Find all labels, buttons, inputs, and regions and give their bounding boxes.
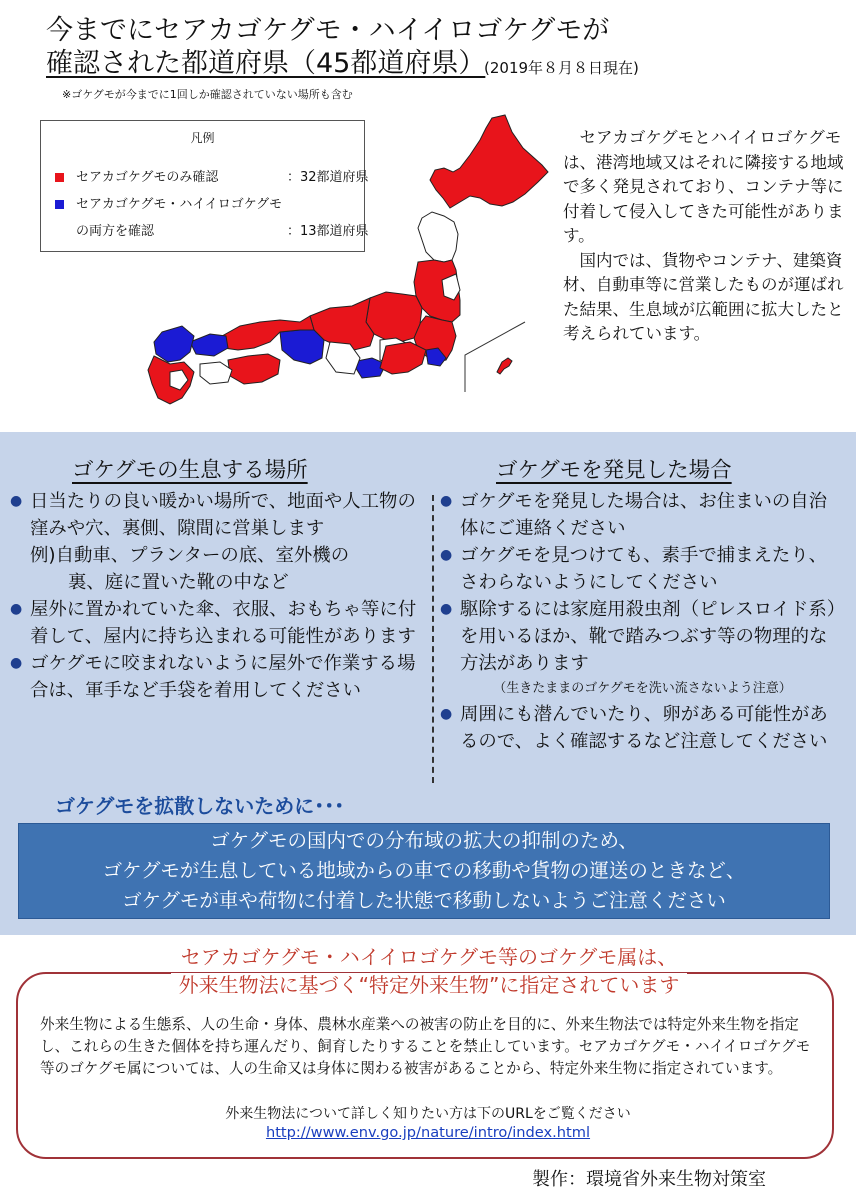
intro-paragraph-2: 国内では、貨物やコンテナ、建築資材、自動車等に営業したものが運ばれた結果、生息域が広範囲に拡大したと考えられています。 bbox=[563, 250, 844, 343]
legend-count: ：13都道府県 bbox=[287, 224, 369, 239]
list-item: ● 日当たりの良い暖かい場所で、地面や人工物の窪みや穴、裏側、隙間に営巣します bbox=[10, 488, 418, 542]
callout-line: ゴケグモの国内での分布域の拡大の抑制のため、 bbox=[210, 829, 638, 852]
found-heading: ゴケグモを発見した場合 bbox=[496, 458, 732, 483]
law-heading-line1: セアカゴケグモ・ハイイロゴケグモ等のゴケグモ属は、 bbox=[173, 945, 685, 969]
chubu-north-region bbox=[366, 292, 422, 342]
page-title-line1: 今までにセアカゴケグモ・ハイイロゴケグモが bbox=[46, 15, 610, 46]
list-item-note: （生きたままのゴケグモを洗い流さないよう注意） bbox=[493, 681, 792, 696]
legend-count: ：32都道府県 bbox=[287, 170, 369, 185]
kyushu-north-region bbox=[154, 326, 194, 362]
callout-box bbox=[18, 823, 830, 919]
chugoku-coast-region bbox=[190, 334, 228, 356]
law-body-text: 外来生物による生態系、人の生命・身体、農林水産業への被害の防止を目的に、外来生物法では特定外来生物を指定し、これらの生きた個体を持ち運んだり、飼育したりすることを禁止しています。セアカゴケグモ・ハイイロゴケグモ等のゴケグモ属については、人の生命又は身体に関わる被害があることから、特定外来生物に指定されています。 bbox=[40, 1016, 811, 1077]
list-item: ● ゴケグモを見つけても、素手で捕まえたり、さわらないようにしてください bbox=[440, 542, 845, 596]
found-list bbox=[440, 488, 845, 755]
legend-title: 凡例 bbox=[190, 131, 215, 145]
legend-label: セアカゴケグモのみ確認 bbox=[76, 170, 219, 185]
shikoku-west-region bbox=[200, 362, 232, 384]
okinawa-inset-frame bbox=[465, 322, 525, 392]
blue-swatch-icon bbox=[55, 200, 64, 209]
okinawa-region bbox=[497, 358, 512, 374]
hokkaido-region bbox=[430, 115, 548, 208]
list-item-example-cont: 裏、庭に置いた靴の中など bbox=[68, 572, 289, 593]
column-divider bbox=[432, 495, 434, 783]
habitat-list bbox=[10, 488, 418, 704]
list-item: ● ゴケグモに咬まれないように屋外で作業する場合は、軍手など手袋を着用してください bbox=[10, 650, 418, 704]
list-item-example: 例)自動車、プランターの底、室外機の bbox=[30, 545, 350, 566]
credit-text: 製作：環境省外来生物対策室 bbox=[532, 1169, 766, 1190]
url-link-row bbox=[40, 1124, 816, 1141]
tokai-region bbox=[380, 342, 426, 374]
date-stamp: (2019年８月８日現在) bbox=[484, 59, 639, 77]
habitat-heading: ゴケグモの生息する場所 bbox=[72, 458, 308, 483]
japan-distribution-map bbox=[130, 110, 550, 415]
legend-label: セアカゴケグモ・ハイイロゴケグモ bbox=[76, 197, 283, 212]
law-heading-line2: 外来生物法に基づく“特定外来生物”に指定されています bbox=[171, 973, 688, 997]
law-heading bbox=[40, 943, 818, 999]
list-item: ● 周囲にも潜んでいたり、卵がある可能性があるので、よく確認するなど注意してください bbox=[440, 701, 845, 755]
list-item: ● 屋外に置かれていた傘、衣服、おもちゃ等に付着して、屋内に持ち込まれる可能性があります bbox=[10, 596, 418, 650]
law-body bbox=[40, 1014, 816, 1080]
env-url-link[interactable]: http://www.env.go.jp/nature/intro/index.html bbox=[265, 1124, 591, 1141]
intro-paragraph-1: セアカゴケグモとハイイロゴケグモは、港湾地域又はそれに隣接する地域で多く発見されており、コンテナ等に付着して侵入してきた可能性があります。 bbox=[563, 128, 844, 245]
legend-label-cont: の両方を確認 bbox=[76, 224, 155, 239]
page-title-line2: 確認された都道府県（45都道府県） bbox=[46, 48, 486, 79]
red-swatch-icon bbox=[55, 173, 64, 182]
title-note: ※ゴケグモが今までに1回しか確認されていない場所も含む bbox=[62, 88, 353, 101]
list-item: ● ゴケグモを発見した場合は、お住まいの自治体にご連絡ください bbox=[440, 488, 845, 542]
shikoku-region bbox=[228, 354, 280, 384]
url-note: 外来生物法について詳しく知りたい方は下のURLをご覧ください bbox=[225, 1106, 631, 1122]
intro-text bbox=[563, 126, 848, 347]
list-item: ● 駆除するには家庭用殺虫剤（ピレスロイド系）を用いるほか、靴で踏みつぶす等の物理的な方法があります bbox=[440, 596, 845, 677]
kansai-coast-region bbox=[280, 330, 324, 364]
callout-heading: ゴケグモを拡散しないために･･･ bbox=[55, 794, 345, 818]
callout-line: ゴケグモが車や荷物に付着した状態で移動しないようご注意ください bbox=[122, 889, 726, 912]
callout-line: ゴケグモが生息している地域からの車での移動や貨物の運送のときなど、 bbox=[102, 859, 746, 882]
tohoku-north-region bbox=[418, 212, 458, 262]
